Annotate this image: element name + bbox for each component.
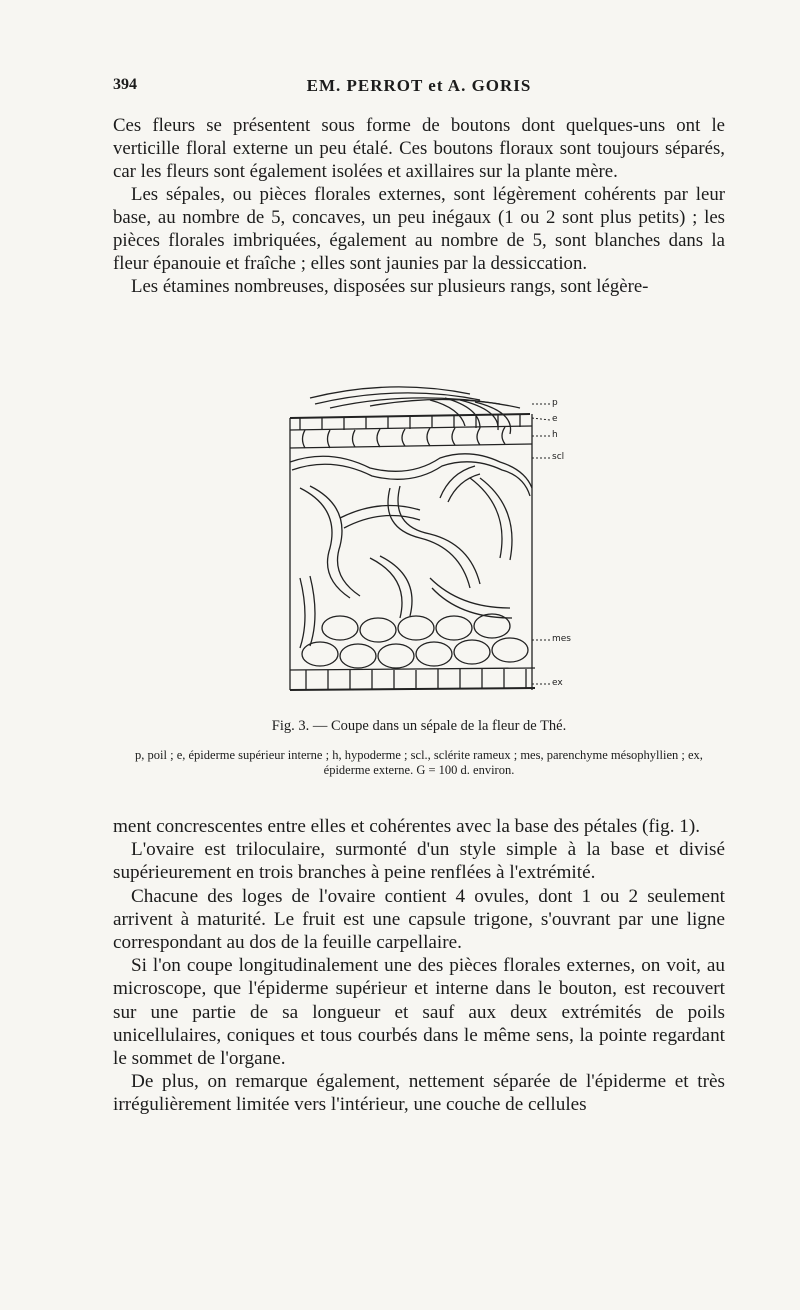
page-number: 394: [113, 76, 137, 93]
label-p: p: [552, 398, 558, 408]
text-block-bottom: [113, 815, 725, 1117]
sepal-section-drawing: [270, 378, 590, 708]
caption-legend: p, poil ; e, épiderme supérieur interne ; h, hypoderme ; scl., sclérite rameux ; mes, parenchyme mésophyllien ; ex, épiderme externe. G = 100 d. environ.: [135, 748, 703, 777]
sepal-section-illustration: [270, 378, 590, 708]
caption-title: Fig. 3. — Coupe dans un sépale de la fleur de Thé.: [271, 718, 567, 734]
paragraph: Les sépales, ou pièces florales externes, sont légèrement cohérents par leur base, au nombre de 5, concaves, un peu inégaux (1 ou 2 sont plus petits) ; les pièces florales imbriquées, également au nombre de 5, sont blanches dans la fleur épanouie et fraîche ; elles sont jaunies par la dessiccation.: [113, 184, 725, 274]
label-scl: scl: [552, 452, 565, 462]
text-block-top: [113, 114, 725, 298]
running-head: EM. PERROT et A. GORIS: [306, 76, 532, 95]
label-ex: ex: [552, 678, 563, 688]
label-h: h: [552, 430, 558, 440]
label-e: e: [552, 414, 558, 424]
page-header: [113, 76, 725, 102]
paragraph: De plus, on remarque également, nettement séparée de l'épiderme et très irrégulièrement limitée vers l'intérieur, une couche de cellules: [113, 1071, 725, 1116]
label-mes: mes: [552, 634, 571, 644]
paragraph: Ces fleurs se présentent sous forme de boutons dont quelques-uns ont le verticille floral externe un peu étalé. Ces boutons floraux sont toujours séparés, car les fleurs sont également isolées et axillaires sur la plante mère.: [113, 115, 725, 182]
paragraph: Si l'on coupe longitudinalement une des pièces florales externes, on voit, au microscope, que l'épiderme supérieur et interne dans le bouton, est recouvert sur une partie de sa longueur et sauf aux deux extrémités de poils unicellulaires, coniques et tous courbés dans le même sens, la pointe regardant le sommet de l'organe.: [113, 955, 725, 1070]
figure-caption: [113, 718, 725, 778]
paragraph: Chacune des loges de l'ovaire contient 4 ovules, dont 1 ou 2 seulement arrivent à maturité. Le fruit est une capsule trigone, s'ouvrant par une ligne correspondant au dos de la feuille carpellaire.: [113, 885, 725, 954]
paragraph: L'ovaire est triloculaire, surmonté d'un style simple à la base et divisé supérieurement en trois branches à peine renflées à l'extrémité.: [113, 839, 725, 884]
paragraph: ment concrescentes entre elles et cohérentes avec la base des pétales (fig. 1).: [113, 816, 701, 837]
paragraph: Les étamines nombreuses, disposées sur plusieurs rangs, sont légère-: [131, 276, 649, 297]
